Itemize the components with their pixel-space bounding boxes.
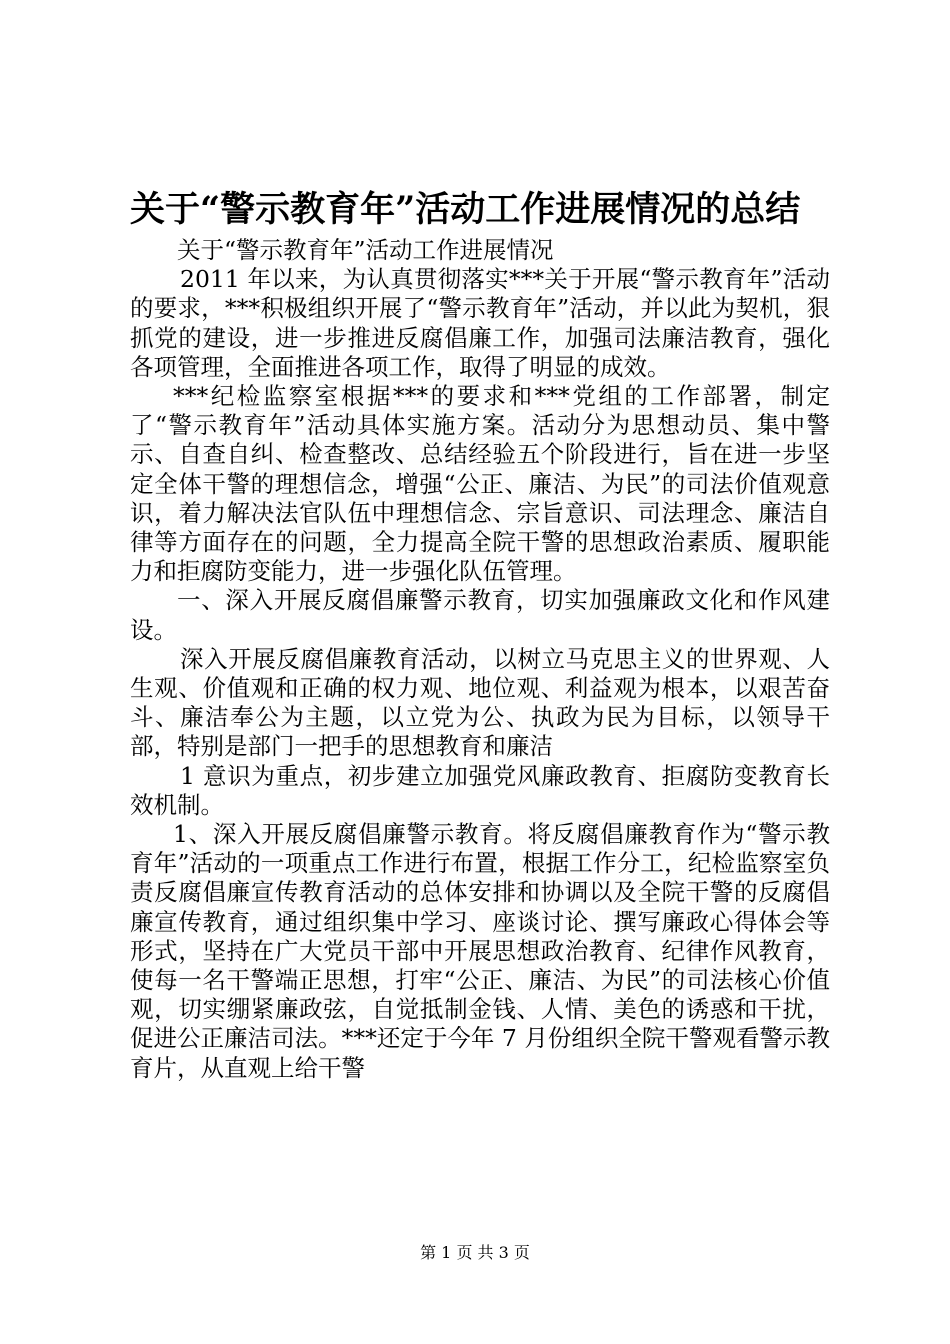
paragraph-plan: ***纪检监察室根据***的要求和***党组的工作部署，制定了“警示教育年”活动具体实施方案。活动分为思想动员、集中警示、自查自纠、检查整改、总结经验五个阶段进行，旨在进一步坚定全体干警的理想信念，增强“公正、廉洁、为民”的司法价值观意识，着力解决法官队伍中理想信念、宗旨意识、司法理念、廉洁自律等方面存在的问题，全力提高全院干警的思想政治素质、履职能力和拒腐防变能力，进一步强化队伍管理。 — [130, 382, 830, 586]
paragraph-section-heading: 一、深入开展反腐倡廉警示教育，切实加强廉政文化和作风建设。 — [130, 586, 830, 644]
document-body — [130, 236, 830, 1083]
page-footer: 第 1 页 共 3 页 — [420, 1243, 530, 1262]
paragraph-subtitle: 关于“警示教育年”活动工作进展情况 — [177, 236, 554, 264]
paragraph-education: 深入开展反腐倡廉教育活动，以树立马克思主义的世界观、人生观、价值观和正确的权力观、地位观、利益观为根本，以艰苦奋斗、廉洁奉公为主题，以立党为公、执政为民为目标，以领导干部，特别是部门一把手的思想教育和廉洁 — [130, 644, 830, 761]
paragraph-item-1: 1、深入开展反腐倡廉警示教育。将反腐倡廉教育作为“警示教育年”活动的一项重点工作进行布置，根据工作分工，纪检监察室负责反腐倡廉宣传教育活动的总体安排和协调以及全院干警的反腐倡廉宣传教育，通过组织集中学习、座谈讨论、撰写廉政心得体会等形式，坚持在广大党员干部中开展思想政治教育、纪律作风教育，使每一名干警端正思想，打牢“公正、廉洁、为民”的司法核心价值观，切实绷紧廉政弦，自觉抵制金钱、人情、美色的诱惑和干扰，促进公正廉洁司法。***还定于今年 7 月份组织全院干警观看警示教育片，从直观上给干警 — [130, 820, 830, 1082]
document-title: 关于“警示教育年”活动工作进展情况的总结 — [130, 189, 801, 230]
paragraph-mechanism: 1 意识为重点，初步建立加强党风廉政教育、拒腐防变教育长效机制。 — [130, 761, 830, 819]
paragraph-intro: 2011 年以来，为认真贯彻落实***关于开展“警示教育年”活动的要求，***积极组织开展了“警示教育年”活动，并以此为契机，狠抓党的建设，进一步推进反腐倡廉工作，加强司法廉洁教育，强化各项管理，全面推进各项工作，取得了明显的成效。 — [130, 265, 830, 381]
